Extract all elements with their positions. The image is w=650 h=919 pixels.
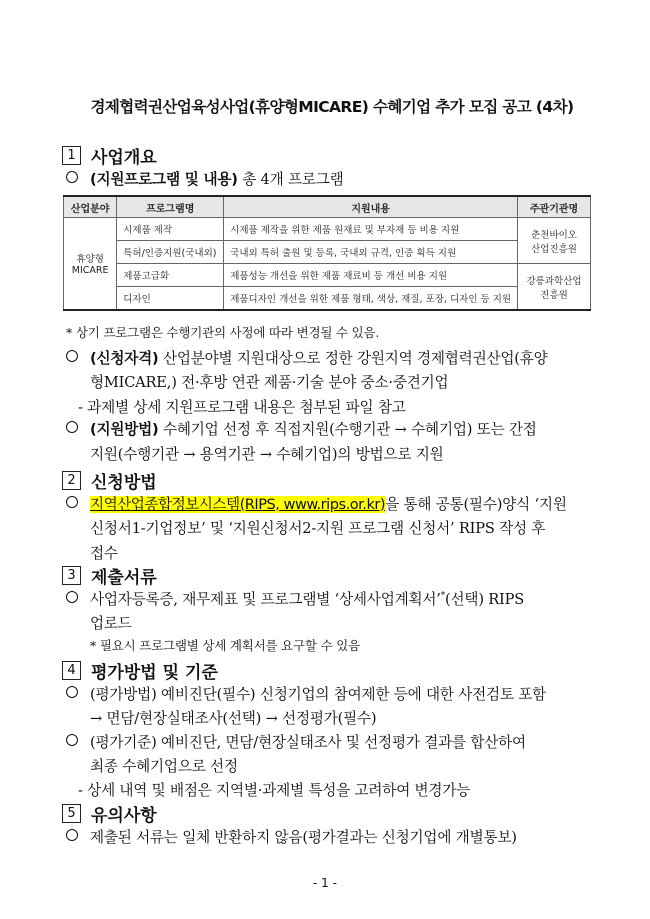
evaluation-line-2: → 면담/현장실태조사(선택) → 선정평가(필수) (90, 710, 377, 727)
bullet-circle-icon (66, 829, 78, 841)
section-title: 신청방법 (91, 473, 157, 493)
evaluation-line-3: (평가기준) 예비진단, 면담/현장실태조사 및 선정평가 결과를 합산하여 (66, 731, 590, 752)
section-heading-overview (62, 143, 157, 168)
program-cell: 제품고급화 (117, 264, 224, 287)
table-row (64, 287, 591, 311)
page-number: - 1 - (313, 876, 337, 890)
evaluation-line-5: - 상세 내역 및 배점은 지역별·과제별 특성을 고려하여 변경가능 (78, 782, 471, 799)
table-header-row (64, 196, 591, 218)
table-note: * 상기 프로그램은 수행기관의 사정에 따라 변경될 수 있음. (66, 325, 380, 340)
content-cell: 제품성능 개선을 위한 제품 재료비 등 개선 비용 지원 (224, 264, 518, 287)
section-title: 사업개요 (91, 148, 157, 168)
section-heading-documents (62, 563, 157, 588)
section-number: 5 (62, 804, 81, 823)
eligibility-sub: - 과제별 상세 지원프로그램 내용은 첨부된 파일 참고 (78, 399, 406, 416)
bullet-circle-icon (66, 496, 78, 508)
documents-line-2: 업로드 (90, 615, 132, 632)
section-title: 제출서류 (91, 568, 157, 588)
documents-line-1: 사업자등록증, 재무제표 및 프로그램별 ‘상세사업계획서’*(선택) RIPS (66, 588, 590, 609)
header-cell: 프로그램명 (117, 196, 224, 218)
section-number: 1 (62, 146, 81, 165)
documents-note: * 필요시 프로그램별 상세 계획서를 요구할 수 있음 (90, 638, 360, 653)
program-cell: 디자인 (117, 287, 224, 311)
section-heading-apply (62, 468, 157, 493)
eligibility-cont: 형MICARE,) 전·후방 연관 제품·기술 분야 중소·중견기업 (90, 374, 449, 391)
table-row (64, 218, 591, 241)
bullet-circle-icon (66, 686, 78, 698)
bullet-circle-icon (66, 350, 78, 362)
section-heading-notice (62, 801, 157, 826)
content-cell: 시제품 제작을 위한 제품 원재료 및 부자재 등 비용 지원 (224, 218, 518, 241)
bullet-circle-icon (66, 421, 78, 433)
section-number: 2 (62, 471, 81, 490)
rips-link[interactable]: 지역산업종합정보시스템(RIPS, www.rips.or.kr) (90, 496, 386, 513)
page-title: 경제협력권산업육성사업(휴양형MICARE) 수혜기업 추가 모집 공고 (4차) (90, 98, 574, 116)
section-number: 4 (62, 661, 81, 680)
content-cell: 제품디자인 개선을 위한 제품 형태, 색상, 재질, 포장, 디자인 등 지원 (224, 287, 518, 311)
header-cell: 주관기관명 (518, 196, 591, 218)
org-cell: 강릉과학산업 진흥원 (518, 264, 591, 311)
header-cell: 지원내용 (224, 196, 518, 218)
section-title: 유의사항 (91, 806, 157, 826)
support-method-line: (지원방법) 수혜기업 선정 후 직접지원(수행기관 → 수혜기업) 또는 간접 (66, 418, 590, 439)
apply-line-1: 지역산업종합정보시스템(RIPS, www.rips.or.kr)을 통해 공통(필수)양식 ‘지원 (66, 493, 590, 514)
section-title: 평가방법 및 기준 (91, 663, 218, 683)
apply-line-3: 접수 (90, 545, 118, 562)
bullet-circle-icon (66, 734, 78, 746)
table-row (64, 264, 591, 287)
bullet-circle-icon (66, 171, 78, 183)
eligibility-line: (신청자격) 산업분야별 지원대상으로 정한 강원지역 경제협력권산업(휴양 (66, 347, 590, 368)
section-number: 3 (62, 566, 81, 585)
support-method-cont: 지원(수행기관 → 용역기관 → 수혜기업)의 방법으로 지원 (90, 446, 444, 463)
program-cell: 특허/인증지원(국내외) (117, 241, 224, 264)
table-row (64, 241, 591, 264)
evaluation-line-1: (평가방법) 예비진단(필수) 신청기업의 참여제한 등에 대한 사전검토 포함 (66, 683, 590, 704)
bullet-circle-icon (66, 591, 78, 603)
header-cell: 산업분야 (64, 196, 117, 218)
apply-line-2: 신청서1-기업정보’ 및 ‘지원신청서2-지원 프로그램 신청서’ RIPS 작성 후 (90, 520, 546, 537)
program-table (63, 195, 591, 311)
content-cell: 국내외 특허 출원 및 등록, 국내외 규격, 인증 획득 지원 (224, 241, 518, 264)
program-cell: 시제품 제작 (117, 218, 224, 241)
section-heading-evaluation (62, 658, 218, 683)
program-intro: (지원프로그램 및 내용) 총 4개 프로그램 (66, 168, 590, 189)
field-cell: 휴양형 MICARE (64, 218, 117, 311)
evaluation-line-4: 최종 수혜기업으로 선정 (90, 758, 238, 775)
notice-line-1: 제출된 서류는 일체 반환하지 않음(평가결과는 신청기업에 개별통보) (66, 826, 590, 847)
org-cell: 춘천바이오 산업진흥원 (518, 218, 591, 264)
